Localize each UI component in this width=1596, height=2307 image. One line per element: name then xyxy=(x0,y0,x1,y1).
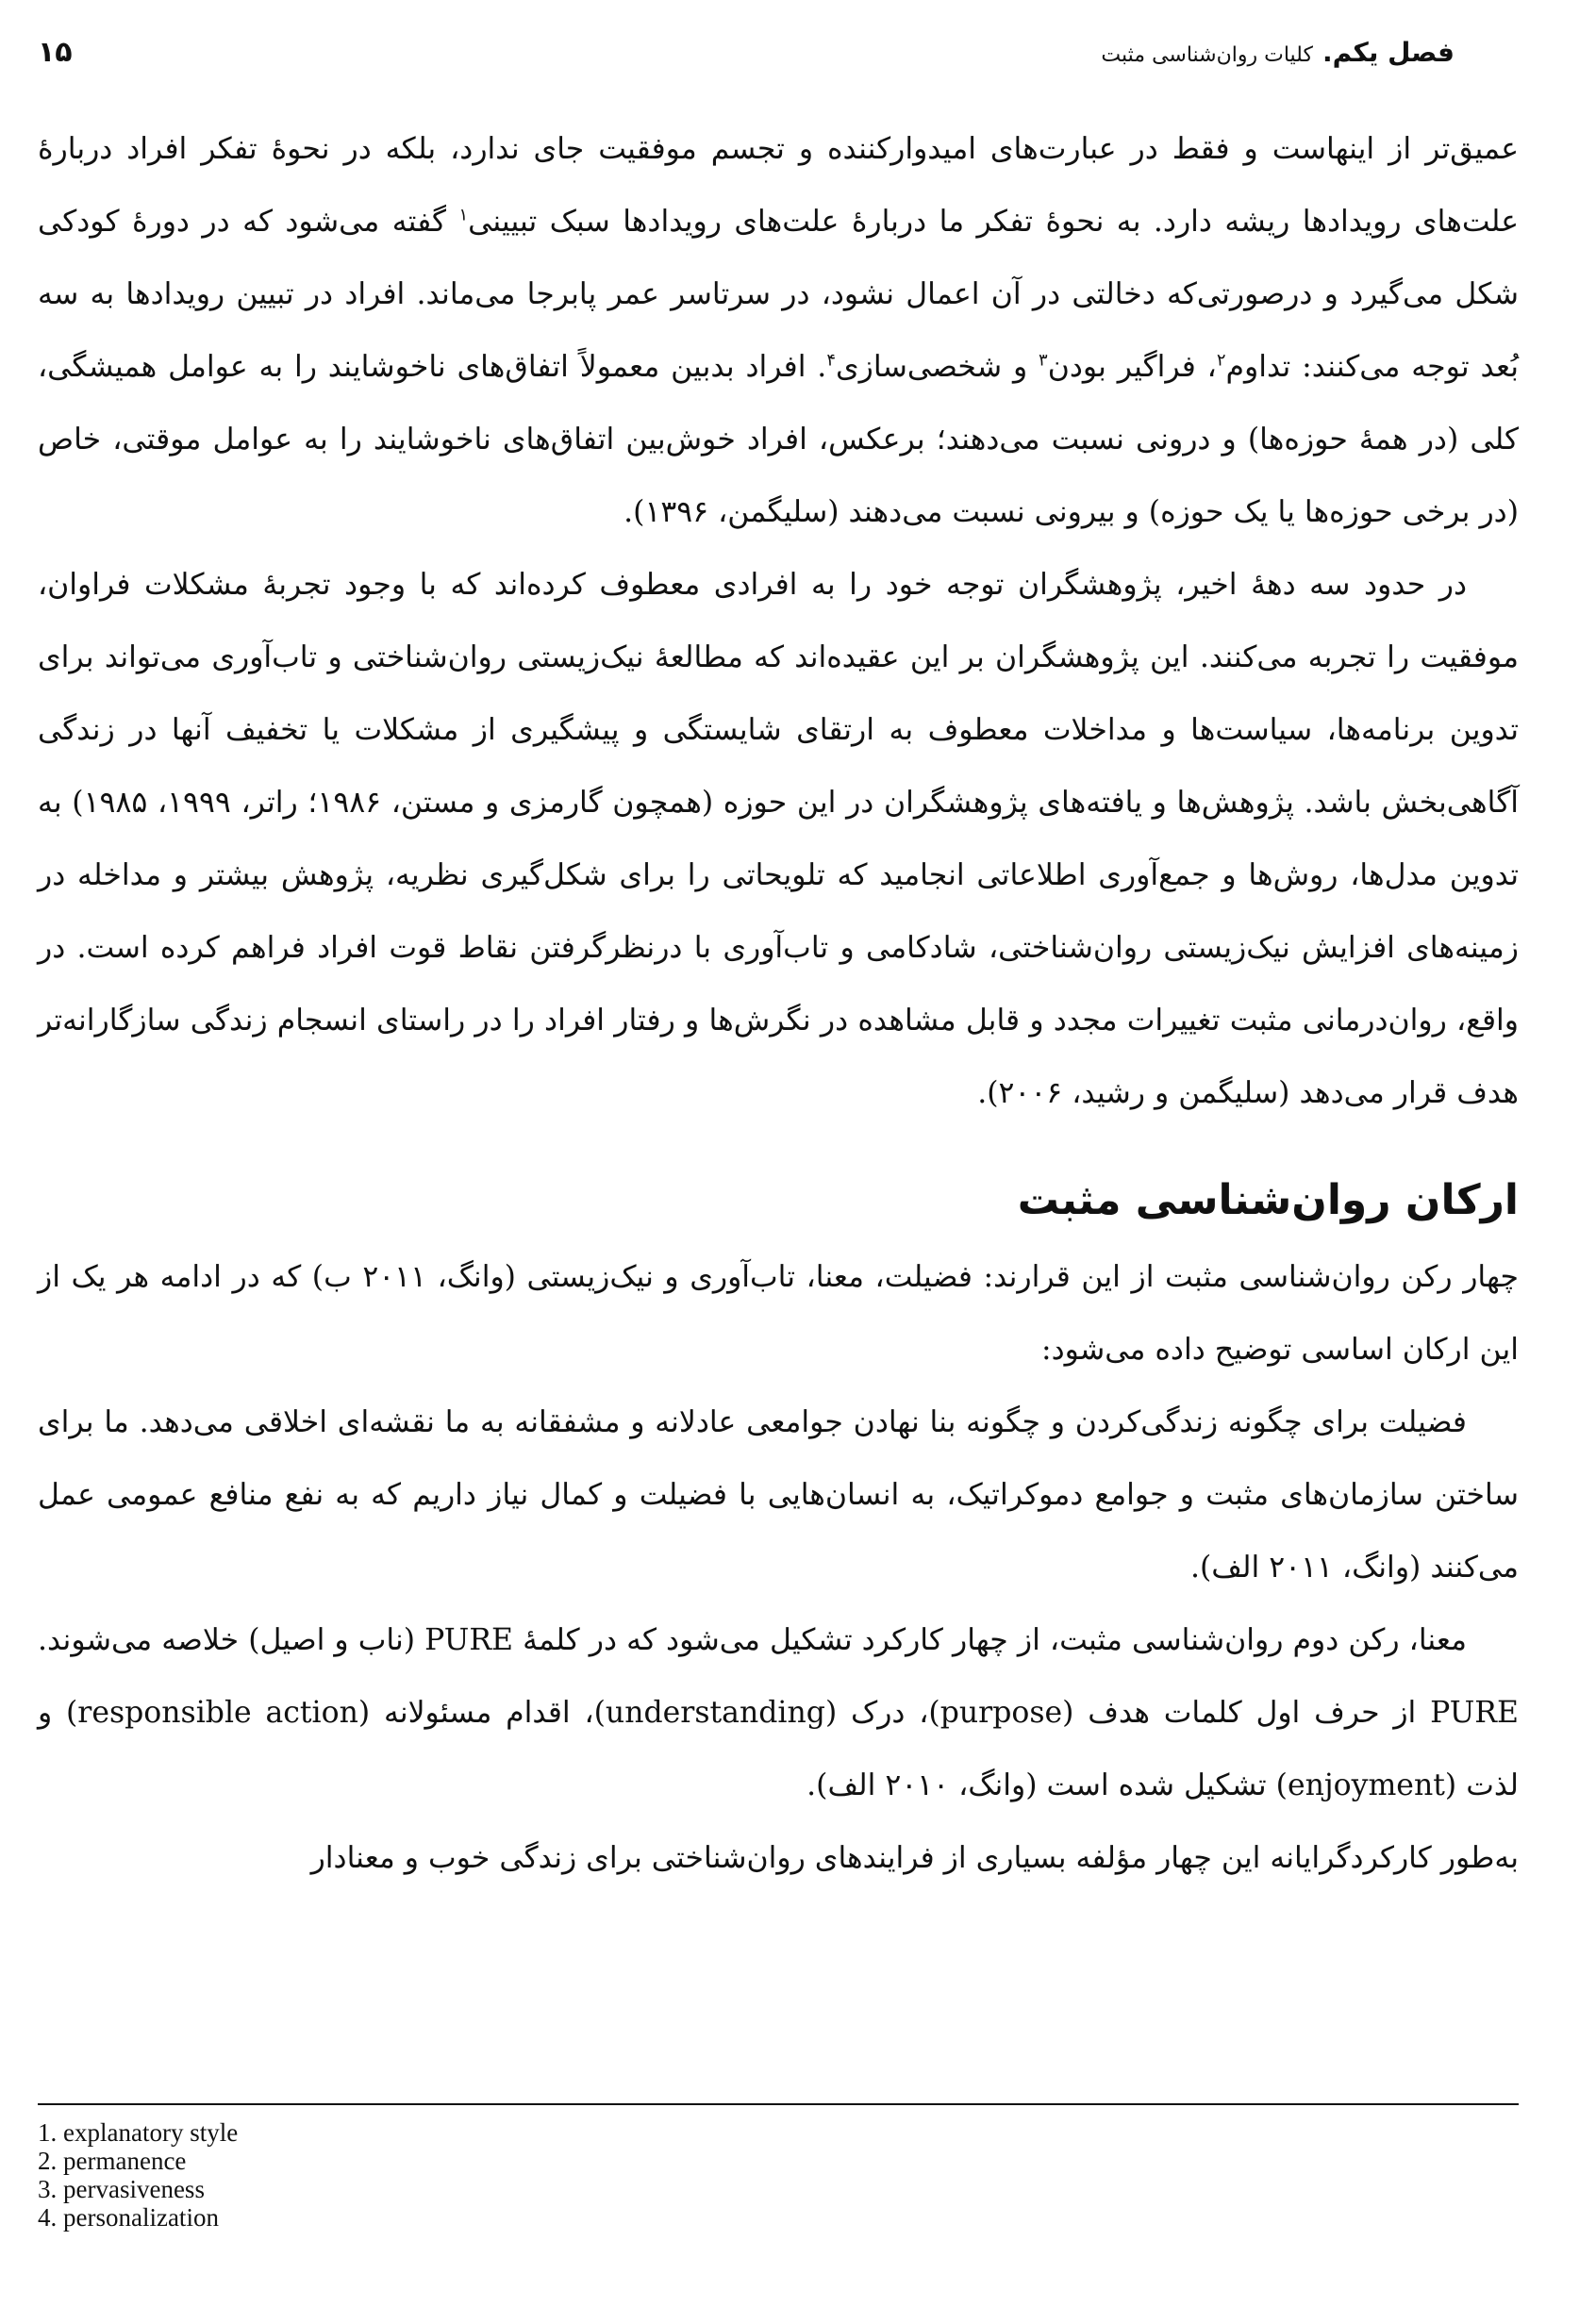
footnotes xyxy=(38,2103,1519,2232)
paragraph-1-part-5: . افراد بدبین معمولاً اتفاق‌های ناخوشایند را به عوامل همیشگی، کلی (در همۀ حوزه‌ها) و درونی نسبت می‌دهند؛ برعکس، افراد خوش‌بین اتفاق‌های ناخوشایند را به عوامل موقتی، خاص (در برخی حوزه‌ها یا یک حوزه) و بیرونی نسبت می‌دهند (سلیگمن، ۱۳۹۶). xyxy=(38,350,1519,529)
section-paragraph-2: فضیلت برای چگونه زندگی‌کردن و چگونه بنا نهادن جوامعی عادلانه و مشفقانه به ما نقشه‌ای اخلاقی می‌دهد. ما برای ساختن سازمان‌های مثبت و جوامع دموکراتیک، به انسان‌هایی با فضیلت و کمال نیاز داریم که به نفع منافع عمومی عمل می‌کنند (وانگ، ۲۰۱۱ الف). xyxy=(38,1405,1519,1585)
section-heading: ارکان روان‌شناسی مثبت xyxy=(1017,1176,1519,1224)
section-paragraph-3: معنا، رکن دوم روان‌شناسی مثبت، از چهار کارکرد تشکیل می‌شود که در کلمۀ PURE (ناب و اصیل) خلاصه می‌شوند. PURE از حرف اول کلمات هدف (purpose)، درک (understanding)، اقدام مسئولانه (responsible action) و لذت (enjoyment) تشکیل شده است (وانگ، ۲۰۱۰ الف). xyxy=(38,1623,1519,1802)
header-title xyxy=(1101,37,1455,68)
footnote-1: 1. explanatory style xyxy=(38,2118,239,2147)
page-number: ۱۵ xyxy=(38,35,73,69)
paragraph-1-part-3: ، فراگیر بودن xyxy=(1047,350,1217,384)
footnote-ref-2: ۲ xyxy=(1216,350,1226,371)
chapter-subtitle: کلیات روان‌شناسی مثبت xyxy=(1101,42,1313,67)
paragraph-1-part-2: گفته می‌شود که در دورۀ کودکی شکل می‌گیرد و درصورتی‌که دخالتی در آن اعمال نشود، در سرتاسر عمر پابرجا می‌ماند. افراد در تبیین رویدادها به سه بُعد توجه می‌کنند: تداوم xyxy=(38,205,1519,384)
footnote-ref-4: ۴ xyxy=(826,350,836,371)
footnote-ref-3: ۳ xyxy=(1039,350,1048,371)
section-paragraph-1: چهار رکن روان‌شناسی مثبت از این قرارند: فضیلت، معنا، تاب‌آوری و نیک‌زیستی (وانگ، ۲۰۱۱ ب) که در ادامه هر یک از این ارکان اساسی توضیح داده می‌شود: xyxy=(38,1260,1519,1367)
footnote-4: 4. personalization xyxy=(38,2203,219,2232)
paragraph-2: در حدود سه دهۀ اخیر، پژوهشگران توجه خود را به افرادی معطوف کرده‌اند که با وجود تجربۀ مشکلات فراوان، موفقیت را تجربه می‌کنند. این پژوهشگران بر این عقیده‌اند که مطالعۀ نیک‌زیستی روان‌شناختی و تاب‌آوری می‌تواند برای تدوین برنامه‌ها، سیاست‌ها و مداخلات معطوف به ارتقای شایستگی و پیشگیری از مشکلات یا تخفیف آنها در زندگی آگاهی‌بخش باشد. پژوهش‌ها و یافته‌های پژوهشگران در این حوزه (همچون گارمزی و مستن، ۱۹۸۶؛ راتر، ۱۹۹۹، ۱۹۸۵) به تدوین مدل‌ها، روش‌ها و جمع‌آوری اطلاعاتی انجامید که تلویحاتی را برای شکل‌گیری نظریه، پژوهش بیشتر و مداخله در زمینه‌های افزایش نیک‌زیستی روان‌شناختی، شادکامی و تاب‌آوری با درنظرگرفتن نقاط قوت افراد فراهم کرده است. در واقع، روان‌درمانی مثبت تغییرات مجدد و قابل مشاهده در نگرش‌ها و رفتار افراد را در راستای انسجام زندگی سازگارانه‌تر هدف قرار می‌دهد (سلیگمن و رشید، ۲۰۰۶). xyxy=(38,568,1519,1110)
paragraph-1-part-1: عمیق‌تر از اینهاست و فقط در عبارت‌های امیدوارکننده و تجسم موفقیت جای ندارد، بلکه در نحوۀ تفکر افراد دربارۀ علت‌های رویدادها ریشه دارد. به نحوۀ تفکر ما دربارۀ علت‌های رویدادها سبک تبیینی xyxy=(38,132,1519,239)
footnote-3: 3. pervasiveness xyxy=(38,2175,205,2203)
body-text xyxy=(38,113,1519,1895)
footnote-2: 2. permanence xyxy=(38,2147,187,2175)
running-header xyxy=(38,28,1455,75)
footnote-ref-1: ۱ xyxy=(458,205,469,225)
paragraph-1-part-4: و شخصی‌سازی xyxy=(835,350,1039,384)
section-paragraph-4: به‌طور کارکردگرایانه این چهار مؤلفه بسیاری از فرایندهای روان‌شناختی برای زندگی خوب و معنادار xyxy=(310,1841,1519,1875)
paragraph-1 xyxy=(38,113,1519,549)
chapter-label: فصل یکم. xyxy=(1322,36,1455,68)
